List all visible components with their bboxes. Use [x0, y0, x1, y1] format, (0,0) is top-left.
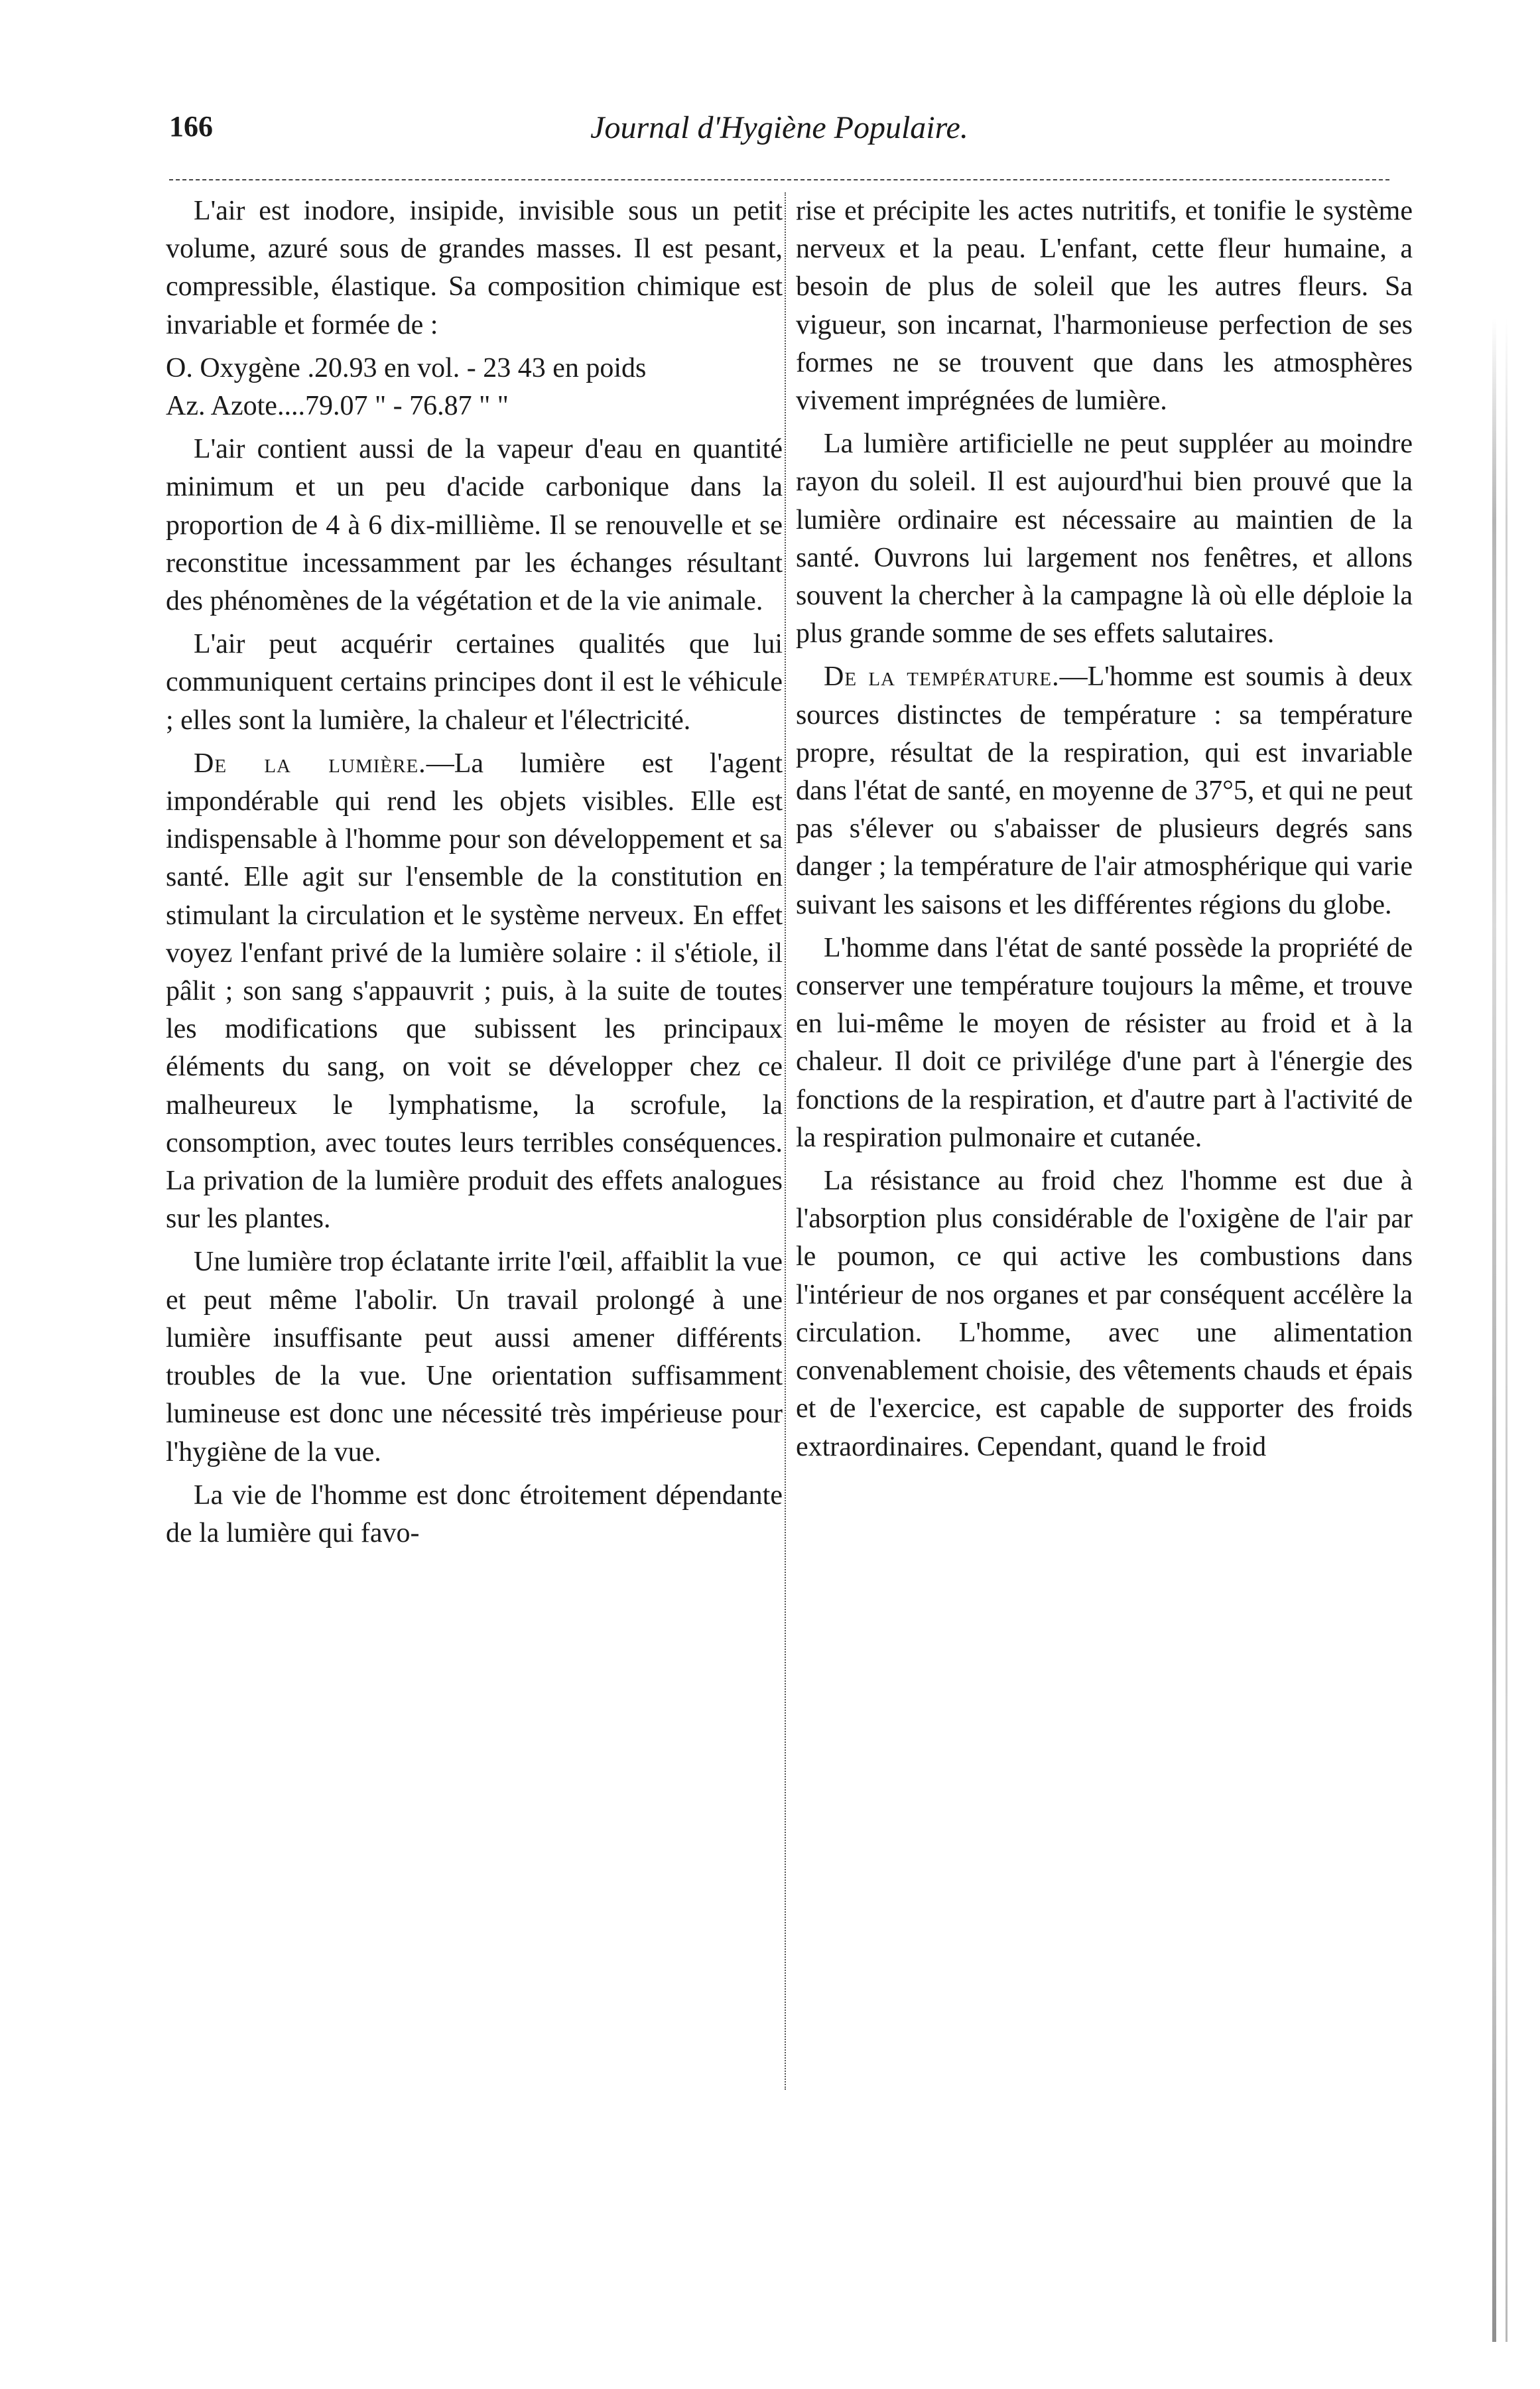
left-paragraph-1: L'air est inodore, insipide, invisible sous un petit volume, azuré sous de grandes masses. Il est pesant, compressible, élastique. Sa composition chimique est invariable et formée de :	[166, 196, 783, 340]
left-paragraph-3: L'air peut acquérir certaines qualités que lui communiquent certains principes dont il est le véhicule ; elles sont la lumière, la chaleur et l'électricité.	[166, 629, 783, 736]
header-rule	[169, 179, 1389, 180]
lumiere-section	[166, 745, 783, 1239]
column-divider	[785, 192, 786, 2090]
left-paragraph-6: La vie de l'homme est donc étroitement dépendante de la lumière qui favo-	[166, 1479, 783, 1548]
scan-edge-shadow	[1492, 318, 1496, 2342]
right-column	[796, 192, 1413, 1466]
left-column	[166, 192, 783, 1552]
running-title: Journal d'Hygiène Populaire.	[590, 110, 968, 145]
page-header	[169, 109, 1389, 169]
air-composition	[166, 350, 783, 425]
scan-edge-line	[1506, 318, 1508, 2342]
right-paragraph-4: L'homme dans l'état de santé possède la propriété de conserver une température toujours la même, et trouve en lui-même le moyen de résister au froid et à la chaleur. Il doit ce privilége d'une part à l'énergie des fonctions de la respiration, et d'autre part à l'activité de la respiration pulmonaire et cutanée.	[796, 932, 1413, 1153]
composition-oxygen: O. Oxygène .20.93 en vol. - 23 43 en poids	[166, 352, 647, 383]
right-paragraph-5: La résistance au froid chez l'homme est due à l'absorption plus considérable de l'oxigène de l'air par le poumon, ce qui active les combustions dans l'intérieur de nos organes et par conséquent accélère la circulation. L'homme, avec une alimentation convenablement choisie, des vêtements chauds et épais et de l'exercice, est capable de supporter des froids extraordinaires. Cependant, quand le froid	[796, 1166, 1413, 1462]
composition-azote: Az. Azote....79.07 " - 76.87 " "	[166, 391, 509, 422]
right-paragraph-1: rise et précipite les actes nutritifs, et tonifie le système nerveux et la peau. L'enfant, cette fleur humaine, a besoin de plus de soleil que les autres fleurs. Sa vigueur, son incarnat, l'harmonieuse perfection de ses formes ne se trouvent que dans les atmosphères vivement imprégnées de lumière.	[796, 196, 1413, 417]
section-heading-lumiere: De la lumière.	[194, 748, 426, 779]
right-paragraph-2: La lumière artificielle ne peut suppléer au moindre rayon du soleil. Il est aujourd'hui bien prouvé que la lumière ordinaire est nécessaire au maintien de la santé. Ouvrons lui largement nos fenêtres, et allons souvent la chercher à la campagne là où elle déploie la plus grande somme de ses effets salutaires.	[796, 429, 1413, 649]
section-heading-temperature: De la température.	[824, 661, 1060, 693]
left-paragraph-2: L'air contient aussi de la vapeur d'eau en quantité minimum et un peu d'acide carbonique dans la proportion de 4 à 6 dix-millième. Il se renouvelle et se reconstitue incessamment par les échanges résultant des phénomènes de la végétation et de la vie animale.	[166, 434, 783, 617]
left-paragraph-4: —La lumière est l'agent impondérable qui rend les objets visibles. Elle est indispensable à l'homme pour son développement et sa santé. Elle agit sur l'ensemble de la constitution en stimulant la circulation et le système nerveux. En effet voyez l'enfant privé de la lumière solaire : il s'étiole, il pâlit ; son sang s'appauvrit ; puis, à la suite de toutes les modifications que subissent les principaux éléments du sang, on voit se développer chez ce malheureux le lymphatisme, la scrofule, la consomption, avec toutes leurs terribles conséquences. La privation de la lumière produit des effets analogues sur les plantes.	[166, 748, 783, 1235]
temperature-section	[796, 658, 1413, 923]
right-paragraph-3: —L'homme est soumis à deux sources distinctes de température : sa température propre, résultat de la respiration, qui est invariable dans l'état de santé, en moyenne de 37°5, et qui ne peut pas s'élever ou s'abaisser de plusieurs degrés sans danger ; la température de l'air atmosphérique qui varie suivant les saisons et les différentes régions du globe.	[796, 661, 1413, 920]
left-paragraph-5: Une lumière trop éclatante irrite l'œil, affaiblit la vue et peut même l'abolir. Un travail prolongé à une lumière insuffisante peut aussi amener différents troubles de la vue. Une orientation suffisamment lumineuse est donc une nécessité très impérieuse pour l'hygiène de la vue.	[166, 1247, 783, 1468]
page-number: 166	[169, 110, 213, 143]
